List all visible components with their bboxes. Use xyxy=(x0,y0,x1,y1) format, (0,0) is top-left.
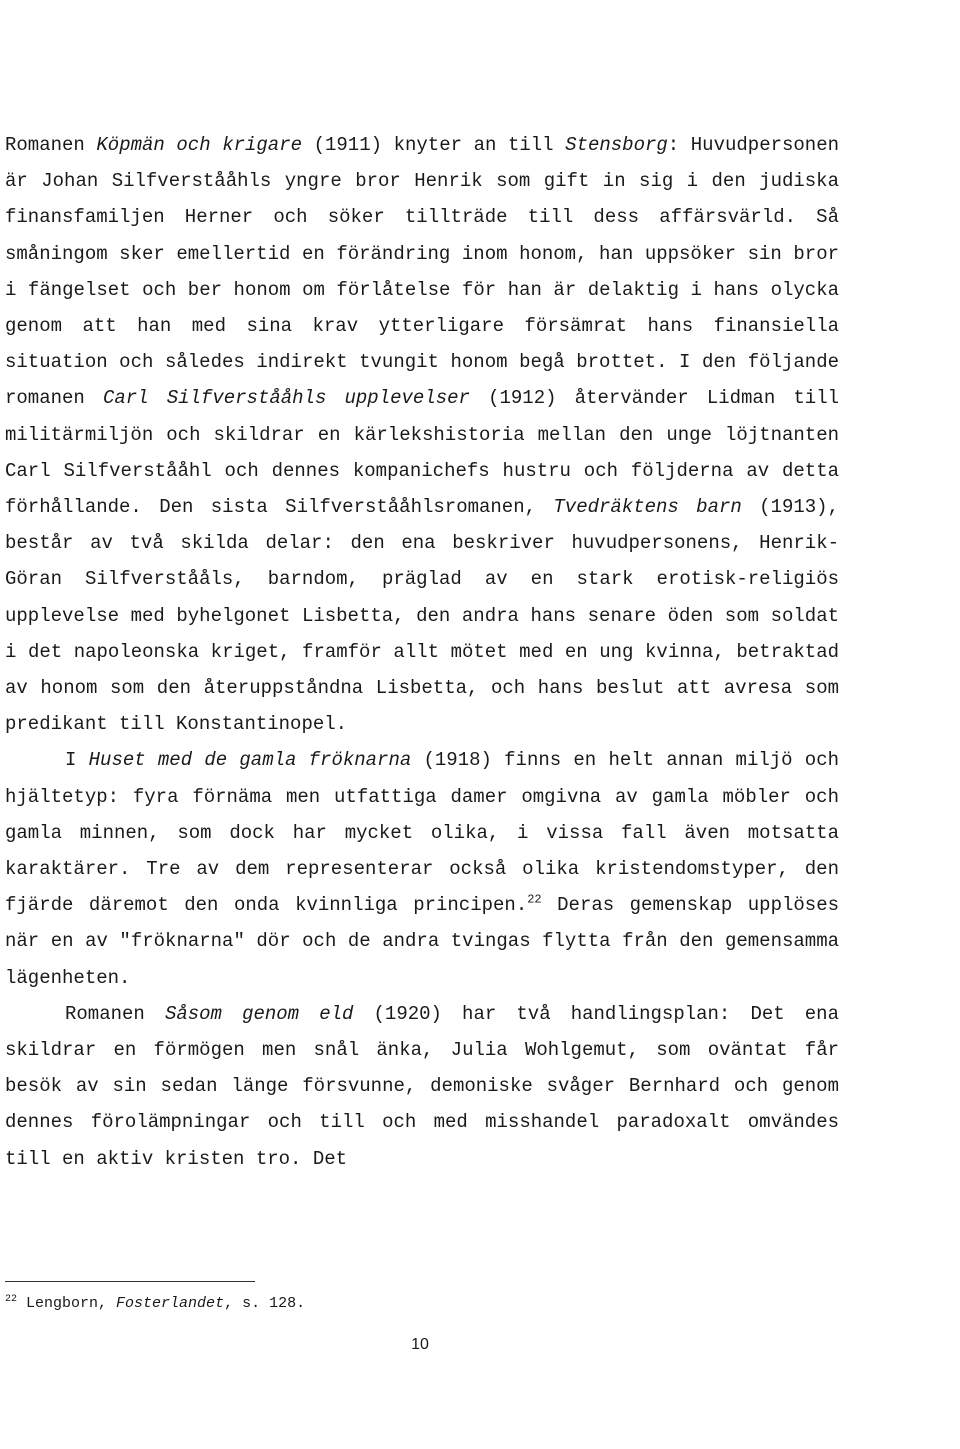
text-run: Deras gemenskap upplöses när en av "fröknarna" dör och de andra tvingas flytta från den gemensamma lägenheten. xyxy=(5,894,839,989)
footnote-divider xyxy=(5,1281,255,1282)
text-run: (1913), består av två skilda delar: den ena beskriver huvudpersonens, Henrik-Göran Silfverstååls, barndom, präglad av en stark erotisk-religiös upplevelse med byhelgonet Lisbetta, den andra hans senare öden som soldat i det napoleonska kriget, framför allt mötet med en ung kvinna, betraktad av honom som den återuppståndna Lisbetta, och hans beslut att avresa som predikant till Konstantinopel. xyxy=(5,496,839,736)
italic-title: Fosterlandet xyxy=(116,1295,225,1312)
footnote-number: 22 xyxy=(5,1294,18,1305)
text-run: , s. 128. xyxy=(224,1295,306,1312)
text-run: I xyxy=(65,749,89,772)
footnote xyxy=(5,1294,805,1314)
body-text xyxy=(5,127,839,1177)
text-run: (1920) har två handlingsplan: Det ena skildrar en förmögen men snål änka, Julia Wohlgemut, som oväntat får besök av sin sedan länge försvunne, demoniske svåger Bernhard och genom dennes förolämpningar och till och med misshandel paradoxalt omvändes till en aktiv kristen tro. Det xyxy=(5,1002,839,1170)
italic-title: Carl Silfverstååhls upplevelser xyxy=(102,387,470,410)
paragraph xyxy=(5,996,839,1177)
paragraph xyxy=(5,742,839,995)
italic-title: Stensborg xyxy=(565,134,668,156)
text-run: Lengborn, xyxy=(17,1295,117,1312)
footnote-ref: 22 xyxy=(527,892,542,907)
text-run: (1911) knyter an till xyxy=(302,134,566,156)
page-number: 10 xyxy=(411,1336,429,1353)
italic-title: Huset med de gamla fröknarna xyxy=(88,749,412,772)
italic-title: Såsom genom eld xyxy=(164,1002,354,1025)
paragraph xyxy=(5,127,839,742)
italic-title: Köpmän och krigare xyxy=(96,134,303,156)
italic-title: Tvedräktens barn xyxy=(553,496,742,519)
text-run: Romanen xyxy=(5,134,97,156)
text-run: Romanen xyxy=(65,1002,165,1025)
text-run: (1912) återvänder Lidman till militärmiljön och skildrar en kärlekshistoria mellan den unge löjtnanten Carl Silfverstååhl och dennes kompanichefs hustru och följderna av detta förhållande. Den sista Silfverstååhlsromanen, xyxy=(5,387,839,519)
text-run: (1918) finns en helt annan miljö och hjältetyp: fyra förnäma men utfattiga damer omgivna av gamla möbler och gamla minnen, som dock har mycket olika, i vissa fall även motsatta karaktärer. Tre av dem representerar också olika kristendomstyper, den fjärde däremot den onda kvinnliga principen. xyxy=(5,749,839,917)
text-run: : Huvudpersonen är Johan Silfverstååhls yngre bror Henrik som gift in sig i den judiska finansfamiljen Herner och söker tillträde till dess affärsvärld. Så småningom sker emellertid en förändring inom honom, han uppsöker sin bror i fängelset och ber honom om förlåtelse för han är delaktig i hans olycka genom att han med sina krav ytterligare försämrat hans finansiella situation och således indirekt tvungit honom begå brottet. I den följande romanen xyxy=(5,134,840,410)
